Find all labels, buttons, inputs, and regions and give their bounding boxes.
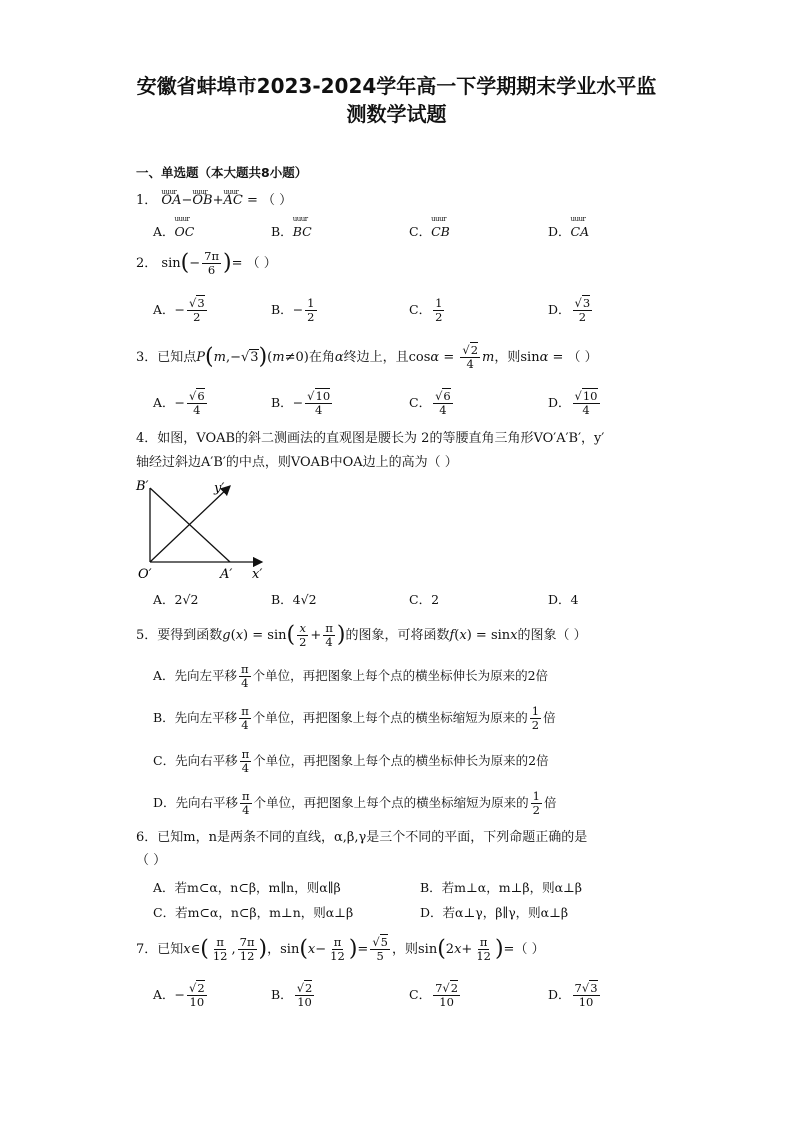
label-y: y′ [214, 481, 225, 496]
answer-blank: （ ） [262, 193, 293, 208]
option-c: C．先向右平移 $\frac{\pi}{4}$ 个单位，再把图象上每个点的横坐标伸长为原来的2倍 [153, 747, 549, 775]
option-a: A．− $\frac{√2}{10}$ [153, 981, 205, 1009]
question-number: 2． [136, 256, 158, 271]
option-d: D．4 [548, 592, 579, 607]
option-c: C．2 [409, 592, 440, 607]
label-O: O′ [138, 567, 152, 582]
question-number: 3． [136, 350, 158, 365]
page-title-line1: 安徽省蚌埠市2023-2024学年高一下学期期末学业水平监 [136, 74, 657, 98]
option-c: C． $\frac{7√2}{10}$ [409, 981, 459, 1009]
option-b: B．4√2 [271, 592, 317, 607]
question-6-line2: （ ） [136, 853, 167, 868]
option-a: A．− $\frac{√6}{4}$ [153, 389, 205, 417]
oblique-triangle-figure [130, 476, 275, 584]
option-a: A．− $\frac{√3}{2}$ [153, 296, 205, 324]
vector: uuur BC [293, 224, 312, 239]
option-c: C．uuur CB [409, 222, 450, 240]
option-d: D．若α⊥γ，β∥γ，则α⊥β [420, 905, 569, 920]
option-b: B．− $\frac{1}{2}$ [271, 296, 315, 324]
option-c: C． $\frac{√6}{4}$ [409, 389, 451, 417]
option-b: B．− $\frac{√10}{4}$ [271, 389, 331, 417]
question-4-line2: 轴经过斜边A′B′的中点，则VOAB中OA边上的高为（ ） [136, 455, 458, 470]
question-6-line1: 6．已知m，n是两条不同的直线，α,β,γ是三个不同的平面，下列命题正确的是 [136, 830, 588, 845]
vector: uuur AC [224, 193, 243, 209]
option-d: D．先向右平移 $\frac{\pi}{4}$ 个单位，再把图象上每个点的横坐标缩短为原来的 $\frac{1}{2}$ 倍 [153, 789, 557, 817]
option-d: D． $\frac{√10}{4}$ [548, 389, 598, 417]
option-d: D．uuur CA [548, 222, 589, 240]
question-2-stem: 2． sin(− $\frac{7\pi}{6}$ )= （ ） [136, 249, 277, 277]
vector: uuur CB [431, 224, 450, 239]
question-7-stem: 7．已知x∈( $\frac{\pi}{12}$ , $\frac{7\pi}{12}$ )，sin(x− $\frac{\pi}{12}$ )= $\frac{√5}{5}$ ，则sin(2x+ $\frac{\pi}{12}$ )=（ ） [136, 935, 545, 963]
question-1-stem: 1． uuur OA−uuur OB+uuur AC = （ ） [136, 193, 292, 209]
option-b: B．先向左平移 $\frac{\pi}{4}$ 个单位，再把图象上每个点的横坐标缩短为原来的 $\frac{1}{2}$ 倍 [153, 704, 556, 732]
question-number: 1． [136, 193, 158, 208]
vector: uuur OC [175, 224, 195, 239]
option-c: C． $\frac{1}{2}$ [409, 296, 443, 324]
option-b: B．uuur BC [271, 222, 312, 240]
option-a: A．uuur OC [153, 222, 194, 240]
question-5-stem: 5．要得到函数g(x) = sin( $\frac{x}{2}$ + $\frac{\pi}{4}$ )的图象，可将函数f(x) = sinx的图象（ ） [136, 621, 587, 649]
option-a: A．2√2 [153, 592, 199, 607]
section-heading: 一、单选题（本大题共8小题） [136, 165, 308, 180]
label-x: x′ [252, 567, 263, 582]
vector: uuur OA [161, 193, 181, 209]
vector: uuur OB [192, 193, 212, 209]
question-4-line1: 4．如图，VOAB的斜二测画法的直观图是腰长为 2的等腰直角三角形VO′A′B′，y′ [136, 431, 605, 446]
option-d: D． $\frac{√3}{2}$ [548, 296, 591, 324]
answer-blank: （ ） [246, 256, 277, 271]
option-b: B． $\frac{√2}{10}$ [271, 981, 313, 1009]
option-a: A．先向左平移 $\frac{\pi}{4}$ 个单位，再把图象上每个点的横坐标伸长为原来的2倍 [153, 662, 549, 690]
option-d: D． $\frac{7√3}{10}$ [548, 981, 598, 1009]
option-a: A．若m⊂α，n⊂β，m∥n，则α∥β [153, 880, 341, 895]
label-A: A′ [220, 567, 233, 582]
option-c: C．若m⊂α，n⊂β，m⊥n，则α⊥β [153, 905, 354, 920]
option-b: B．若m⊥α，m⊥β，则α⊥β [420, 880, 582, 895]
vector: uuur CA [571, 224, 590, 239]
label-B: B′ [136, 479, 149, 494]
page-title-line2: 测数学试题 [346, 102, 447, 126]
question-3-stem: 3．已知点P(m,−√3)(m≠0)在角α终边上，且cosα = $\frac{√2}{4}$ m，则sinα = （ ） [136, 343, 598, 371]
